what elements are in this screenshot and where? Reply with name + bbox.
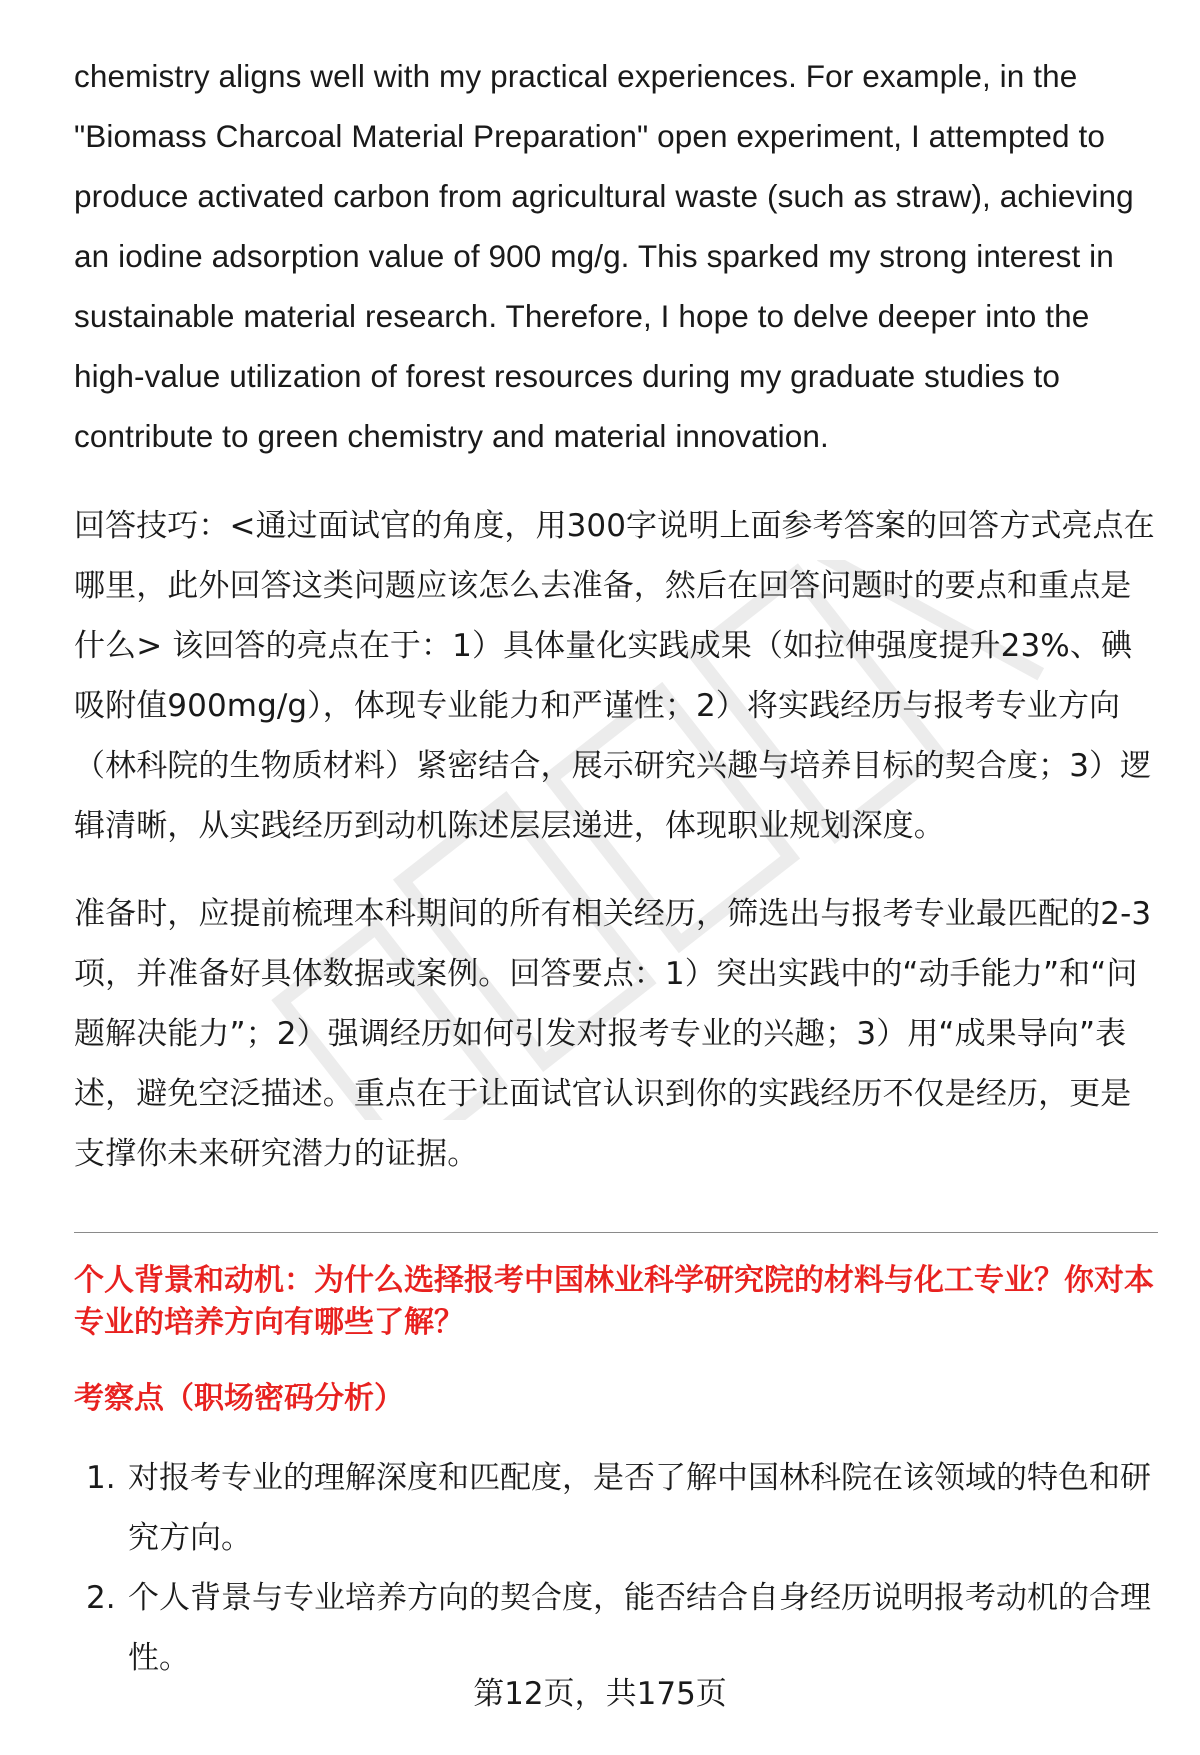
analysis-heading: 考察点（职场密码分析） (74, 1381, 404, 1416)
prep-paragraph: 准备时，应提前梳理本科期间的所有相关经历，筛选出与报考专业最匹配的2-3项，并准备好具体数据或案例。回答要点：1）突出实践中的“动手能力”和“问题解决能力”；2）强调经历如何引发对报考专业的兴趣；3）用“成果导向”表述，避免空泛描述。重点在于让面试官认识到你的实践经历不仅是经历，更是支撑你未来研究潜力的证据。 (74, 896, 1152, 1172)
list-item-number: 1. (86, 1460, 116, 1496)
section-divider (74, 1232, 1158, 1233)
list-item-text: 个人背景与专业培养方向的契合度，能否结合自身经历说明报考动机的合理性。 (128, 1580, 1151, 1676)
list-item-text: 对报考专业的理解深度和匹配度，是否了解中国林科院在该领域的特色和研究方向。 (128, 1460, 1151, 1556)
list-item-number: 2. (86, 1580, 116, 1616)
tips-paragraph: 回答技巧：<通过面试官的角度，用300字说明上面参考答案的回答方式亮点在哪里，此外回答这类问题应该怎么去准备，然后在回答问题时的要点和重点是什么> 该回答的亮点在于：1）具体量化实践成果（如拉伸强度提升23%、碘吸附值900mg/g），体现专业能力和严谨性；2）将实践经历与报考专业方向（林科院的生物质材料）紧密结合，展示研究兴趣与培养目标的契合度；3）逻辑清晰，从实践经历到动机陈述层层递进，体现职业规划深度。 (74, 508, 1155, 844)
page-footer: 第12页，共175页 (473, 1676, 727, 1712)
question-title: 个人背景和动机：为什么选择报考中国林业科学研究院的材料与化工专业？你对本专业的培养方向有哪些了解？ (74, 1263, 1154, 1340)
list-item (74, 1448, 1160, 1568)
document-body (74, 46, 1160, 1184)
list-item (74, 1568, 1160, 1688)
intro-paragraph: chemistry aligns well with my practical experiences. For example, in the "Biomass Charcoal Material Preparation" open experiment, I attempted to produce activated carbon from agricultural waste (such as straw), achieving an iodine adsorption value of 900 mg/g. This sparked my strong interest in sustainable material research. Therefore, I hope to delve deeper into the high-value utilization of forest resources during my graduate studies to contribute to green chemistry and material innovation. (74, 58, 1134, 454)
analysis-list (74, 1448, 1160, 1688)
